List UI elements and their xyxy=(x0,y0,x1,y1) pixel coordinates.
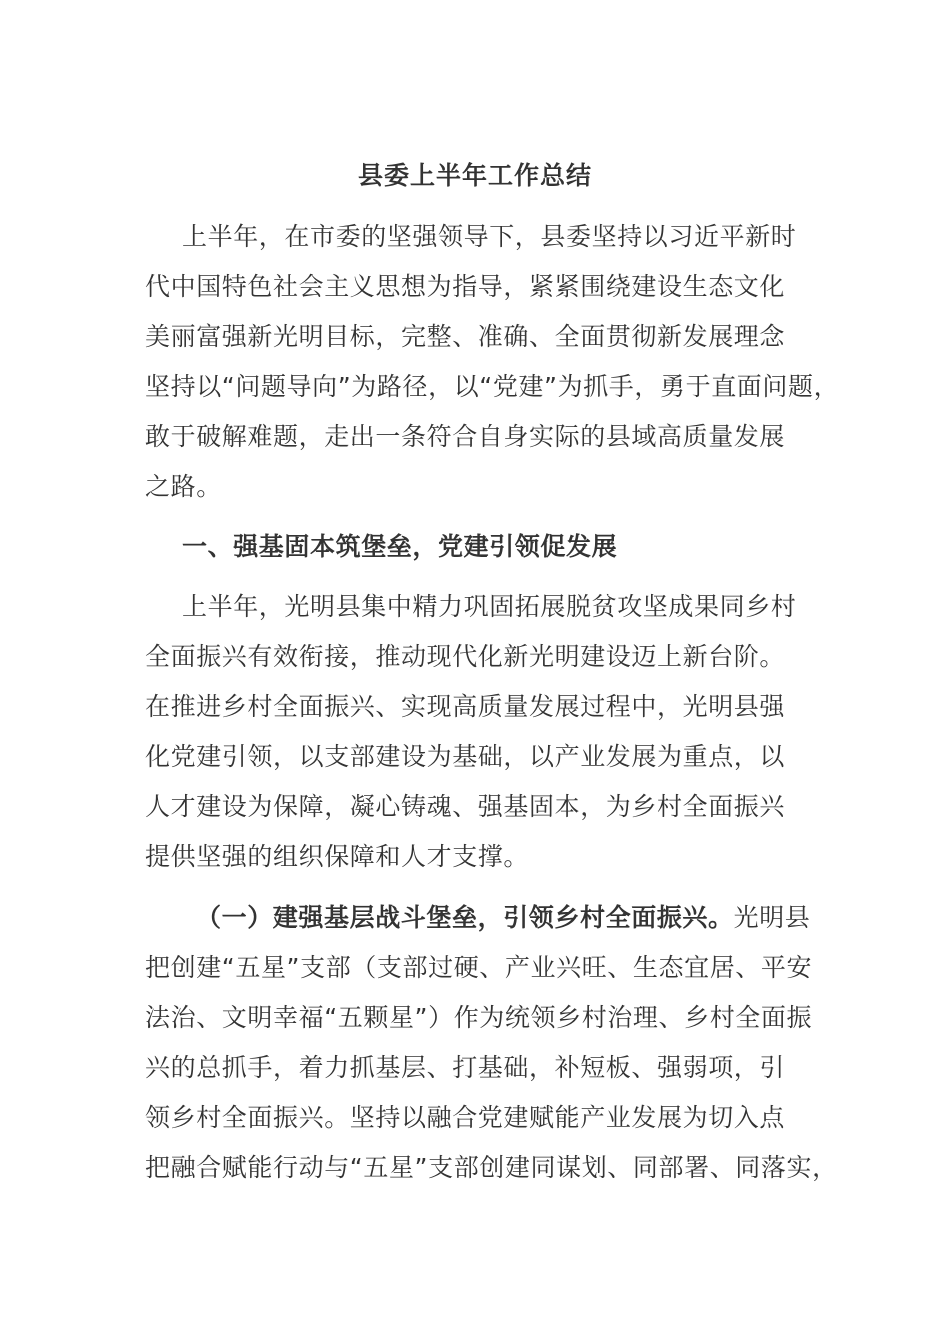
subsection-first-line xyxy=(196,900,886,936)
subsection1-line: 领乡村全面振兴。坚持以融合党建赋能产业发展为切入点 xyxy=(145,1103,786,1132)
subsection-first-tail: 光明县 xyxy=(733,903,811,932)
subsection1-line: 把创建“五星”支部（支部过硬、产业兴旺、生态宜居、平安 xyxy=(145,953,813,982)
section1-line: 提供坚强的组织保障和人才支撑。 xyxy=(145,842,530,871)
intro-line: 代中国特色社会主义思想为指导，紧紧围绕建设生态文化 xyxy=(145,272,786,301)
intro-line: 坚持以“问题导向”为路径，以“党建”为抓手，勇于直面问题， xyxy=(145,372,840,401)
intro-line: 之路。 xyxy=(145,472,222,501)
document-title: 县委上半年工作总结 xyxy=(357,161,592,190)
intro-line: 美丽富强新光明目标，完整、准确、全面贯彻新发展理念 xyxy=(145,322,786,351)
section1-line: 全面振兴有效衔接，推动现代化新光明建设迈上新台阶。 xyxy=(145,642,786,671)
subsection1-line: 兴的总抓手，着力抓基层、打基础，补短板、强弱项，引 xyxy=(145,1053,786,1082)
section-heading: 一、强基固本筑堡垒，党建引领促发展 xyxy=(182,532,618,561)
section1-line: 化党建引领，以支部建设为基础，以产业发展为重点，以 xyxy=(145,742,786,771)
section1-line: 人才建设为保障，凝心铸魂、强基固本，为乡村全面振兴 xyxy=(145,792,786,821)
subsection-heading: （一）建强基层战斗堡垒，引领乡村全面振兴。 xyxy=(196,903,734,932)
subsection1-line: 把融合赋能行动与“五星”支部创建同谋划、同部署、同落实， xyxy=(145,1153,838,1182)
intro-line: 上半年，在市委的坚强领导下，县委坚持以习近平新时 xyxy=(182,222,797,251)
section1-line: 上半年，光明县集中精力巩固拓展脱贫攻坚成果同乡村 xyxy=(182,592,797,621)
section1-line: 在推进乡村全面振兴、实现高质量发展过程中，光明县强 xyxy=(145,692,786,721)
subsection1-line: 法治、文明幸福“五颗星”）作为统领乡村治理、乡村全面振 xyxy=(145,1003,813,1032)
intro-line: 敢于破解难题，走出一条符合自身实际的县域高质量发展 xyxy=(145,422,786,451)
